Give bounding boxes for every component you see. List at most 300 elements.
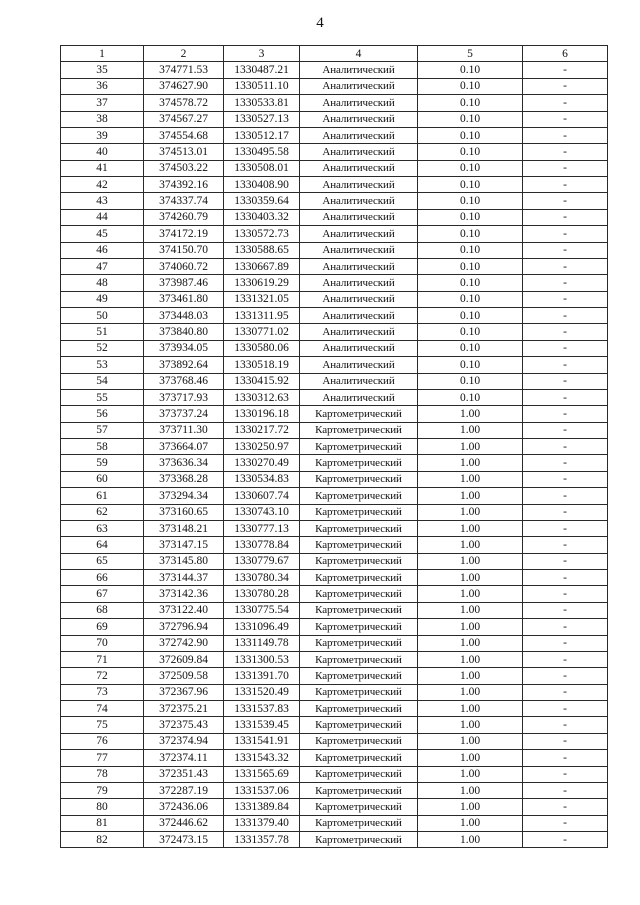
cell-y: 1331537.83 [224, 701, 300, 717]
cell-point-number: 67 [61, 586, 144, 602]
cell-y: 1331565.69 [224, 766, 300, 782]
table-row [61, 782, 608, 798]
cell-y: 1330667.89 [224, 258, 300, 274]
cell-point-number: 79 [61, 782, 144, 798]
cell-description: - [523, 177, 608, 193]
cell-point-number: 50 [61, 308, 144, 324]
cell-y: 1331096.49 [224, 619, 300, 635]
cell-description: - [523, 209, 608, 225]
cell-accuracy: 0.10 [418, 177, 523, 193]
table-row [61, 766, 608, 782]
cell-y: 1331541.91 [224, 733, 300, 749]
table-row [61, 553, 608, 569]
cell-accuracy: 1.00 [418, 668, 523, 684]
cell-accuracy: 1.00 [418, 619, 523, 635]
table-row [61, 62, 608, 78]
cell-method: Картометрический [300, 701, 418, 717]
cell-description: - [523, 537, 608, 553]
cell-y: 1330780.28 [224, 586, 300, 602]
cell-description: - [523, 488, 608, 504]
cell-x: 374337.74 [144, 193, 224, 209]
cell-method: Картометрический [300, 651, 418, 667]
cell-x: 373368.28 [144, 471, 224, 487]
table-row [61, 651, 608, 667]
cell-description: - [523, 766, 608, 782]
cell-x: 372609.84 [144, 651, 224, 667]
cell-y: 1330778.84 [224, 537, 300, 553]
table-row [61, 226, 608, 242]
cell-x: 373768.46 [144, 373, 224, 389]
cell-description: - [523, 750, 608, 766]
cell-x: 373145.80 [144, 553, 224, 569]
cell-accuracy: 1.00 [418, 651, 523, 667]
table-row [61, 750, 608, 766]
table-row [61, 258, 608, 274]
cell-method: Аналитический [300, 275, 418, 291]
table-row [61, 439, 608, 455]
cell-x: 373892.64 [144, 357, 224, 373]
table-row [61, 373, 608, 389]
table-row [61, 717, 608, 733]
cell-point-number: 68 [61, 602, 144, 618]
cell-method: Аналитический [300, 291, 418, 307]
cell-point-number: 74 [61, 701, 144, 717]
cell-description: - [523, 439, 608, 455]
cell-accuracy: 0.10 [418, 111, 523, 127]
cell-point-number: 58 [61, 439, 144, 455]
cell-y: 1330533.81 [224, 95, 300, 111]
cell-description: - [523, 406, 608, 422]
cell-method: Аналитический [300, 242, 418, 258]
cell-point-number: 51 [61, 324, 144, 340]
table-row [61, 340, 608, 356]
cell-y: 1330508.01 [224, 160, 300, 176]
table-row [61, 291, 608, 307]
cell-accuracy: 1.00 [418, 406, 523, 422]
cell-y: 1331391.70 [224, 668, 300, 684]
cell-point-number: 64 [61, 537, 144, 553]
cell-accuracy: 1.00 [418, 455, 523, 471]
cell-method: Аналитический [300, 324, 418, 340]
table-body [61, 62, 608, 848]
cell-x: 372742.90 [144, 635, 224, 651]
cell-y: 1331379.40 [224, 815, 300, 831]
cell-point-number: 63 [61, 520, 144, 536]
table-row [61, 701, 608, 717]
cell-method: Картометрический [300, 619, 418, 635]
cell-point-number: 40 [61, 144, 144, 160]
table-row [61, 815, 608, 831]
cell-accuracy: 1.00 [418, 782, 523, 798]
cell-accuracy: 0.10 [418, 193, 523, 209]
cell-accuracy: 1.00 [418, 684, 523, 700]
table-row [61, 832, 608, 848]
cell-method: Аналитический [300, 160, 418, 176]
cell-y: 1330512.17 [224, 127, 300, 143]
cell-accuracy: 1.00 [418, 717, 523, 733]
cell-x: 373934.05 [144, 340, 224, 356]
cell-x: 372374.94 [144, 733, 224, 749]
cell-point-number: 76 [61, 733, 144, 749]
cell-x: 373987.46 [144, 275, 224, 291]
cell-x: 373711.30 [144, 422, 224, 438]
cell-method: Картометрический [300, 782, 418, 798]
cell-method: Аналитический [300, 177, 418, 193]
cell-accuracy: 1.00 [418, 766, 523, 782]
coordinates-table [60, 45, 608, 848]
cell-accuracy: 1.00 [418, 586, 523, 602]
cell-point-number: 56 [61, 406, 144, 422]
cell-x: 372351.43 [144, 766, 224, 782]
table-row [61, 471, 608, 487]
cell-point-number: 69 [61, 619, 144, 635]
table-row [61, 324, 608, 340]
cell-accuracy: 0.10 [418, 242, 523, 258]
cell-y: 1330408.90 [224, 177, 300, 193]
cell-method: Аналитический [300, 193, 418, 209]
cell-point-number: 49 [61, 291, 144, 307]
cell-y: 1330580.06 [224, 340, 300, 356]
cell-x: 373737.24 [144, 406, 224, 422]
cell-point-number: 73 [61, 684, 144, 700]
cell-x: 374627.90 [144, 78, 224, 94]
cell-point-number: 48 [61, 275, 144, 291]
cell-description: - [523, 78, 608, 94]
cell-accuracy: 0.10 [418, 160, 523, 176]
header-cell-method: 4 [300, 46, 418, 62]
cell-point-number: 81 [61, 815, 144, 831]
cell-y: 1330534.83 [224, 471, 300, 487]
cell-method: Картометрический [300, 750, 418, 766]
cell-description: - [523, 226, 608, 242]
cell-method: Картометрический [300, 553, 418, 569]
cell-y: 1330359.64 [224, 193, 300, 209]
cell-description: - [523, 291, 608, 307]
cell-y: 1331311.95 [224, 308, 300, 324]
cell-x: 374260.79 [144, 209, 224, 225]
cell-x: 372436.06 [144, 799, 224, 815]
cell-method: Картометрический [300, 815, 418, 831]
cell-method: Аналитический [300, 127, 418, 143]
cell-y: 1330527.13 [224, 111, 300, 127]
cell-point-number: 43 [61, 193, 144, 209]
cell-y: 1330771.02 [224, 324, 300, 340]
cell-description: - [523, 275, 608, 291]
cell-method: Картометрический [300, 766, 418, 782]
cell-x: 373144.37 [144, 570, 224, 586]
cell-point-number: 35 [61, 62, 144, 78]
cell-description: - [523, 782, 608, 798]
cell-method: Картометрический [300, 439, 418, 455]
table-row [61, 209, 608, 225]
cell-point-number: 59 [61, 455, 144, 471]
cell-description: - [523, 144, 608, 160]
cell-method: Аналитический [300, 95, 418, 111]
cell-x: 372375.43 [144, 717, 224, 733]
cell-description: - [523, 357, 608, 373]
cell-accuracy: 1.00 [418, 553, 523, 569]
cell-point-number: 44 [61, 209, 144, 225]
table-row [61, 422, 608, 438]
cell-description: - [523, 242, 608, 258]
cell-description: - [523, 799, 608, 815]
cell-accuracy: 0.10 [418, 389, 523, 405]
cell-description: - [523, 815, 608, 831]
header-cell-y: 3 [224, 46, 300, 62]
cell-accuracy: 1.00 [418, 471, 523, 487]
table-row [61, 635, 608, 651]
cell-method: Картометрический [300, 570, 418, 586]
cell-y: 1331520.49 [224, 684, 300, 700]
cell-x: 373664.07 [144, 439, 224, 455]
cell-point-number: 82 [61, 832, 144, 848]
cell-point-number: 78 [61, 766, 144, 782]
cell-method: Аналитический [300, 144, 418, 160]
cell-description: - [523, 258, 608, 274]
cell-x: 374771.53 [144, 62, 224, 78]
cell-x: 373840.80 [144, 324, 224, 340]
cell-accuracy: 0.10 [418, 357, 523, 373]
cell-x: 373294.34 [144, 488, 224, 504]
table-row [61, 95, 608, 111]
cell-method: Аналитический [300, 373, 418, 389]
cell-y: 1330607.74 [224, 488, 300, 504]
cell-x: 373448.03 [144, 308, 224, 324]
table-row [61, 275, 608, 291]
cell-y: 1331321.05 [224, 291, 300, 307]
cell-method: Аналитический [300, 308, 418, 324]
cell-method: Аналитический [300, 258, 418, 274]
cell-method: Картометрический [300, 520, 418, 536]
cell-method: Картометрический [300, 471, 418, 487]
cell-x: 374150.70 [144, 242, 224, 258]
cell-y: 1330217.72 [224, 422, 300, 438]
cell-description: - [523, 389, 608, 405]
cell-point-number: 66 [61, 570, 144, 586]
cell-point-number: 47 [61, 258, 144, 274]
cell-point-number: 72 [61, 668, 144, 684]
table-row [61, 160, 608, 176]
cell-description: - [523, 635, 608, 651]
cell-point-number: 62 [61, 504, 144, 520]
cell-accuracy: 0.10 [418, 209, 523, 225]
cell-accuracy: 0.10 [418, 373, 523, 389]
cell-method: Картометрический [300, 422, 418, 438]
cell-x: 372374.11 [144, 750, 224, 766]
cell-accuracy: 0.10 [418, 127, 523, 143]
cell-y: 1330196.18 [224, 406, 300, 422]
cell-method: Картометрический [300, 455, 418, 471]
cell-x: 373160.65 [144, 504, 224, 520]
cell-x: 372796.94 [144, 619, 224, 635]
cell-point-number: 46 [61, 242, 144, 258]
cell-y: 1331149.78 [224, 635, 300, 651]
cell-point-number: 36 [61, 78, 144, 94]
cell-method: Аналитический [300, 226, 418, 242]
cell-method: Аналитический [300, 209, 418, 225]
cell-x: 373142.36 [144, 586, 224, 602]
table-row [61, 127, 608, 143]
cell-description: - [523, 832, 608, 848]
cell-accuracy: 1.00 [418, 799, 523, 815]
table-row [61, 602, 608, 618]
cell-y: 1331537.06 [224, 782, 300, 798]
cell-x: 373636.34 [144, 455, 224, 471]
cell-y: 1331543.32 [224, 750, 300, 766]
cell-method: Картометрический [300, 504, 418, 520]
cell-y: 1330588.65 [224, 242, 300, 258]
cell-x: 373461.80 [144, 291, 224, 307]
table-row [61, 389, 608, 405]
cell-y: 1330619.29 [224, 275, 300, 291]
cell-point-number: 80 [61, 799, 144, 815]
cell-point-number: 57 [61, 422, 144, 438]
cell-description: - [523, 160, 608, 176]
cell-accuracy: 1.00 [418, 520, 523, 536]
cell-method: Картометрический [300, 586, 418, 602]
cell-accuracy: 0.10 [418, 95, 523, 111]
cell-method: Картометрический [300, 602, 418, 618]
cell-accuracy: 0.10 [418, 324, 523, 340]
cell-description: - [523, 586, 608, 602]
cell-point-number: 71 [61, 651, 144, 667]
cell-description: - [523, 471, 608, 487]
cell-accuracy: 0.10 [418, 308, 523, 324]
cell-point-number: 42 [61, 177, 144, 193]
cell-description: - [523, 651, 608, 667]
header-cell-accuracy: 5 [418, 46, 523, 62]
cell-accuracy: 1.00 [418, 602, 523, 618]
cell-point-number: 61 [61, 488, 144, 504]
cell-x: 374392.16 [144, 177, 224, 193]
cell-method: Картометрический [300, 832, 418, 848]
cell-description: - [523, 668, 608, 684]
cell-description: - [523, 455, 608, 471]
cell-x: 374578.72 [144, 95, 224, 111]
header-cell-description: 6 [523, 46, 608, 62]
table-row [61, 308, 608, 324]
cell-description: - [523, 111, 608, 127]
cell-point-number: 52 [61, 340, 144, 356]
table-row [61, 537, 608, 553]
cell-description: - [523, 422, 608, 438]
cell-y: 1330780.34 [224, 570, 300, 586]
cell-method: Картометрический [300, 733, 418, 749]
cell-accuracy: 0.10 [418, 62, 523, 78]
cell-accuracy: 1.00 [418, 537, 523, 553]
cell-x: 374513.01 [144, 144, 224, 160]
cell-x: 372287.19 [144, 782, 224, 798]
cell-method: Картометрический [300, 635, 418, 651]
table-row [61, 570, 608, 586]
table-row [61, 357, 608, 373]
cell-y: 1331357.78 [224, 832, 300, 848]
cell-accuracy: 1.00 [418, 504, 523, 520]
cell-x: 373148.21 [144, 520, 224, 536]
cell-description: - [523, 684, 608, 700]
cell-description: - [523, 193, 608, 209]
cell-point-number: 45 [61, 226, 144, 242]
cell-point-number: 55 [61, 389, 144, 405]
cell-point-number: 70 [61, 635, 144, 651]
cell-point-number: 77 [61, 750, 144, 766]
cell-x: 372473.15 [144, 832, 224, 848]
table-row [61, 111, 608, 127]
cell-accuracy: 1.00 [418, 815, 523, 831]
cell-point-number: 60 [61, 471, 144, 487]
cell-description: - [523, 602, 608, 618]
cell-x: 374060.72 [144, 258, 224, 274]
cell-y: 1330779.67 [224, 553, 300, 569]
cell-accuracy: 0.10 [418, 275, 523, 291]
cell-y: 1330495.58 [224, 144, 300, 160]
cell-accuracy: 1.00 [418, 570, 523, 586]
table-row [61, 144, 608, 160]
cell-accuracy: 1.00 [418, 422, 523, 438]
cell-description: - [523, 62, 608, 78]
table-header [61, 46, 608, 62]
cell-accuracy: 0.10 [418, 226, 523, 242]
cell-description: - [523, 95, 608, 111]
cell-accuracy: 1.00 [418, 635, 523, 651]
cell-accuracy: 1.00 [418, 832, 523, 848]
cell-y: 1330743.10 [224, 504, 300, 520]
cell-method: Картометрический [300, 406, 418, 422]
cell-y: 1330777.13 [224, 520, 300, 536]
cell-y: 1330511.10 [224, 78, 300, 94]
cell-accuracy: 1.00 [418, 750, 523, 766]
cell-method: Аналитический [300, 111, 418, 127]
cell-x: 372375.21 [144, 701, 224, 717]
cell-description: - [523, 324, 608, 340]
cell-method: Аналитический [300, 340, 418, 356]
cell-y: 1330572.73 [224, 226, 300, 242]
cell-description: - [523, 308, 608, 324]
cell-method: Аналитический [300, 62, 418, 78]
cell-description: - [523, 504, 608, 520]
table-row [61, 455, 608, 471]
cell-description: - [523, 701, 608, 717]
cell-y: 1330312.63 [224, 389, 300, 405]
cell-point-number: 65 [61, 553, 144, 569]
cell-point-number: 39 [61, 127, 144, 143]
table-row [61, 733, 608, 749]
cell-description: - [523, 619, 608, 635]
cell-description: - [523, 127, 608, 143]
table-row [61, 799, 608, 815]
cell-accuracy: 1.00 [418, 733, 523, 749]
table-row [61, 668, 608, 684]
cell-method: Картометрический [300, 684, 418, 700]
cell-x: 374172.19 [144, 226, 224, 242]
cell-y: 1330518.19 [224, 357, 300, 373]
cell-description: - [523, 733, 608, 749]
cell-description: - [523, 717, 608, 733]
cell-point-number: 53 [61, 357, 144, 373]
cell-method: Картометрический [300, 799, 418, 815]
cell-x: 374503.22 [144, 160, 224, 176]
header-row [61, 46, 608, 62]
table-row [61, 684, 608, 700]
cell-y: 1330775.54 [224, 602, 300, 618]
cell-accuracy: 0.10 [418, 78, 523, 94]
cell-y: 1331539.45 [224, 717, 300, 733]
cell-description: - [523, 373, 608, 389]
cell-method: Аналитический [300, 389, 418, 405]
cell-accuracy: 1.00 [418, 701, 523, 717]
cell-point-number: 38 [61, 111, 144, 127]
cell-x: 374567.27 [144, 111, 224, 127]
